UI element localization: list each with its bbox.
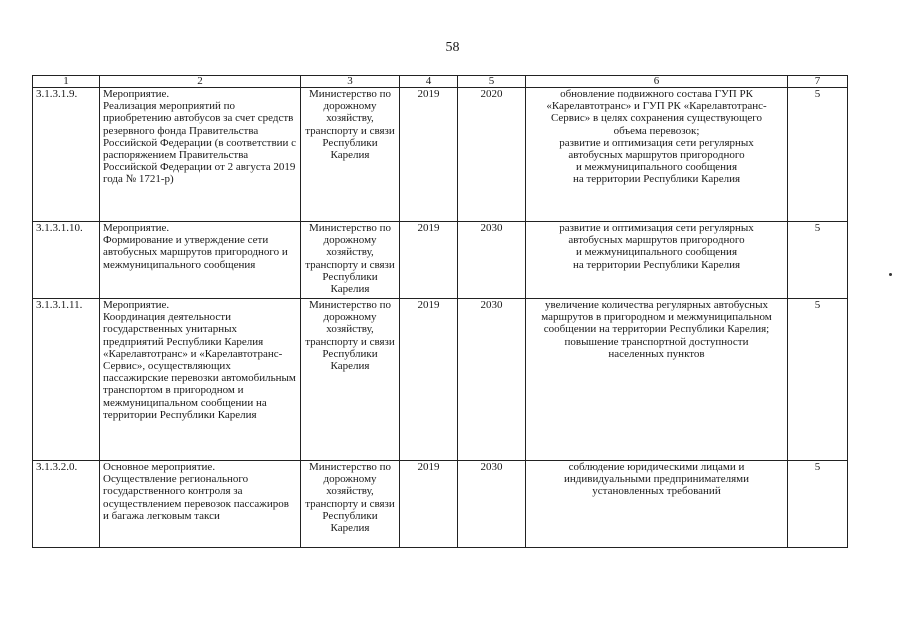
start-year: 2019 (400, 222, 458, 299)
event-title: Мероприятие. (103, 222, 170, 234)
end-year: 2030 (458, 222, 526, 299)
result-line: и межмуниципального сообщения (576, 161, 737, 174)
result-line: увеличение количества регулярных автобусных (544, 299, 769, 311)
executor-cell: Министерство по дорожному хозяйству, транспорту и связи Республики Карелия (301, 461, 400, 548)
result-line: повышение транспортной доступности (564, 335, 749, 348)
result-line: сообщении на территории Республики Карелия; (543, 323, 770, 336)
event-text: Осуществление регионального государственного контроля за осуществлением перевозок пассажиров и багажа легковым такси (103, 473, 289, 522)
table-row (33, 222, 848, 299)
header-col-1: 1 (33, 76, 100, 88)
stray-mark (889, 273, 892, 276)
result-line: маршрутов в пригородном и межмуниципальном (541, 311, 772, 324)
table-row (33, 88, 848, 222)
result-line: развитие и оптимизация сети регулярных (559, 136, 754, 149)
event-text: Координация деятельности государственных унитарных предприятий Республики Карелия «Карелавтотранс» и «Карелавтотранс-Сервис», осуществляющих пассажирские перевозки автомобильным транспортом в пригородном и межмуниципальном сообщении на территории Республики Карелия (103, 311, 296, 421)
event-cell (100, 222, 301, 299)
executor-cell: Министерство по дорожному хозяйству, транспорту и связи Республики Карелия (301, 88, 400, 222)
result-line: автобусных маршрутов пригородного (568, 149, 745, 162)
row-number: 3.1.3.2.0. (33, 461, 100, 548)
result-line: установленных требований (592, 485, 721, 498)
event-cell (100, 299, 301, 461)
row-number: 3.1.3.1.9. (33, 88, 100, 222)
event-text: Реализация мероприятий по приобретению автобусов за счет средств резервного фонда Правительства Российской Федерации (в соответствии с распоряжением Правительства Российской Федерации от 2 августа 2019 года № 1721-р) (103, 100, 297, 186)
col7-value: 5 (788, 299, 848, 461)
result-line: «Карелавтотранс» и ГУП РК «Карелавтотранс- (546, 100, 767, 113)
result-line: на территории Республики Карелия (572, 258, 741, 271)
executor-cell: Министерство по дорожному хозяйству, транспорту и связи Республики Карелия (301, 299, 400, 461)
result-line: населенных пунктов (608, 347, 705, 360)
table-row (33, 299, 848, 461)
row-number: 3.1.3.1.11. (33, 299, 100, 461)
col7-value: 5 (788, 461, 848, 548)
event-title: Мероприятие. (103, 88, 170, 100)
result-line: автобусных маршрутов пригородного (568, 234, 745, 247)
end-year: 2030 (458, 461, 526, 548)
header-col-3: 3 (301, 76, 400, 88)
result-line: на территории Республики Карелия (572, 173, 741, 186)
header-col-4: 4 (400, 76, 458, 88)
start-year: 2019 (400, 299, 458, 461)
end-year: 2020 (458, 88, 526, 222)
result-cell (526, 222, 788, 299)
page-number: 58 (445, 40, 460, 55)
result-line: обновление подвижного состава ГУП РК (560, 88, 753, 100)
end-year: 2030 (458, 299, 526, 461)
executor-cell: Министерство по дорожному хозяйству, транспорту и связи Республики Карелия (301, 222, 400, 299)
result-line: объема перевозок; (613, 124, 700, 137)
table-header-row (33, 76, 848, 88)
header-col-7: 7 (788, 76, 848, 88)
result-cell (526, 88, 788, 222)
result-line: и межмуниципального сообщения (576, 246, 737, 259)
event-cell (100, 461, 301, 548)
result-cell (526, 299, 788, 461)
event-cell (100, 88, 301, 222)
event-title: Мероприятие. (103, 299, 170, 311)
start-year: 2019 (400, 88, 458, 222)
header-col-2: 2 (100, 76, 301, 88)
program-table (32, 75, 848, 548)
table-row (33, 461, 848, 548)
result-line: Сервис» в целях сохранения существующего (550, 112, 763, 125)
result-line: индивидуальными предпринимателями (564, 473, 749, 486)
row-number: 3.1.3.1.10. (33, 222, 100, 299)
event-text: Формирование и утверждение сети автобусных маршрутов пригородного и межмуниципального сообщения (103, 234, 288, 271)
header-col-6: 6 (526, 76, 788, 88)
result-line: соблюдение юридическими лицами и (568, 461, 745, 473)
result-line: развитие и оптимизация сети регулярных (559, 222, 754, 234)
col7-value: 5 (788, 222, 848, 299)
col7-value: 5 (788, 88, 848, 222)
start-year: 2019 (400, 461, 458, 548)
event-title: Основное мероприятие. (103, 461, 216, 473)
result-cell (526, 461, 788, 548)
header-col-5: 5 (458, 76, 526, 88)
